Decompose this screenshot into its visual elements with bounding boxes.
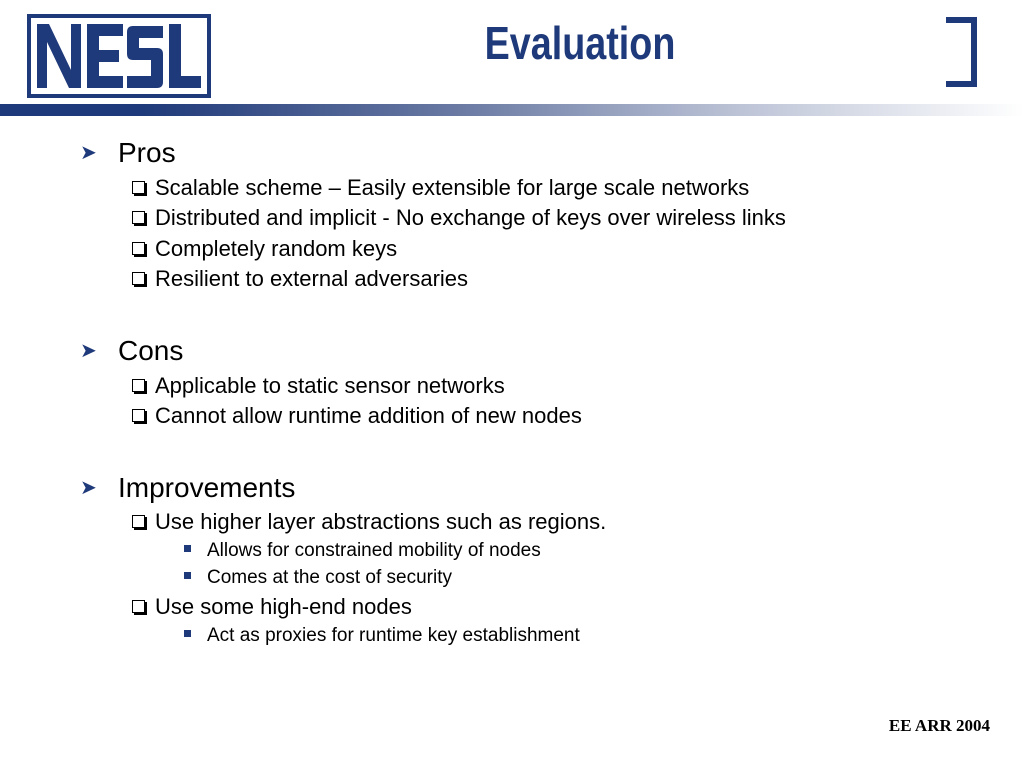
bracket-icon bbox=[944, 16, 978, 88]
arrowhead-bullet-icon: ➤ bbox=[80, 340, 97, 362]
checkbox-bullet-icon bbox=[132, 181, 145, 194]
sub-list-item: Allows for constrained mobility of nodes bbox=[184, 539, 541, 563]
arrowhead-bullet-icon: ➤ bbox=[80, 477, 97, 499]
checkbox-bullet-icon bbox=[132, 515, 145, 528]
section-heading: Pros bbox=[118, 137, 176, 168]
footer-text: EE ARR 2004 bbox=[888, 716, 990, 735]
section-heading: Cons bbox=[118, 335, 184, 366]
list-item: Use higher layer abstractions such as regions. bbox=[132, 508, 606, 536]
checkbox-bullet-icon bbox=[132, 211, 145, 224]
header-divider bbox=[0, 104, 1024, 116]
checkbox-bullet-icon bbox=[132, 242, 145, 255]
checkbox-bullet-icon bbox=[132, 409, 145, 422]
slide-title: Evaluation bbox=[484, 17, 676, 69]
bullet-cons bbox=[80, 334, 183, 368]
checkbox-bullet-icon bbox=[132, 272, 145, 285]
section-heading: Improvements bbox=[118, 472, 296, 503]
list-item: Distributed and implicit - No exchange of keys over wireless links bbox=[132, 204, 786, 232]
list-item: Completely random keys bbox=[132, 235, 397, 263]
arrowhead-bullet-icon: ➤ bbox=[80, 142, 97, 164]
sub-list-item: Comes at the cost of security bbox=[184, 566, 452, 590]
list-item: Cannot allow runtime addition of new nodes bbox=[132, 402, 582, 430]
list-item: Scalable scheme – Easily extensible for large scale networks bbox=[132, 174, 749, 202]
list-item: Applicable to static sensor networks bbox=[132, 372, 505, 400]
bullet-pros bbox=[80, 136, 176, 170]
list-item: Resilient to external adversaries bbox=[132, 265, 468, 293]
list-item: Use some high-end nodes bbox=[132, 593, 412, 621]
square-bullet-icon bbox=[184, 630, 191, 637]
bullet-improvements bbox=[80, 471, 295, 505]
checkbox-bullet-icon bbox=[132, 600, 145, 613]
square-bullet-icon bbox=[184, 572, 191, 579]
square-bullet-icon bbox=[184, 545, 191, 552]
sub-list-item: Act as proxies for runtime key establishment bbox=[184, 624, 580, 648]
checkbox-bullet-icon bbox=[132, 379, 145, 392]
